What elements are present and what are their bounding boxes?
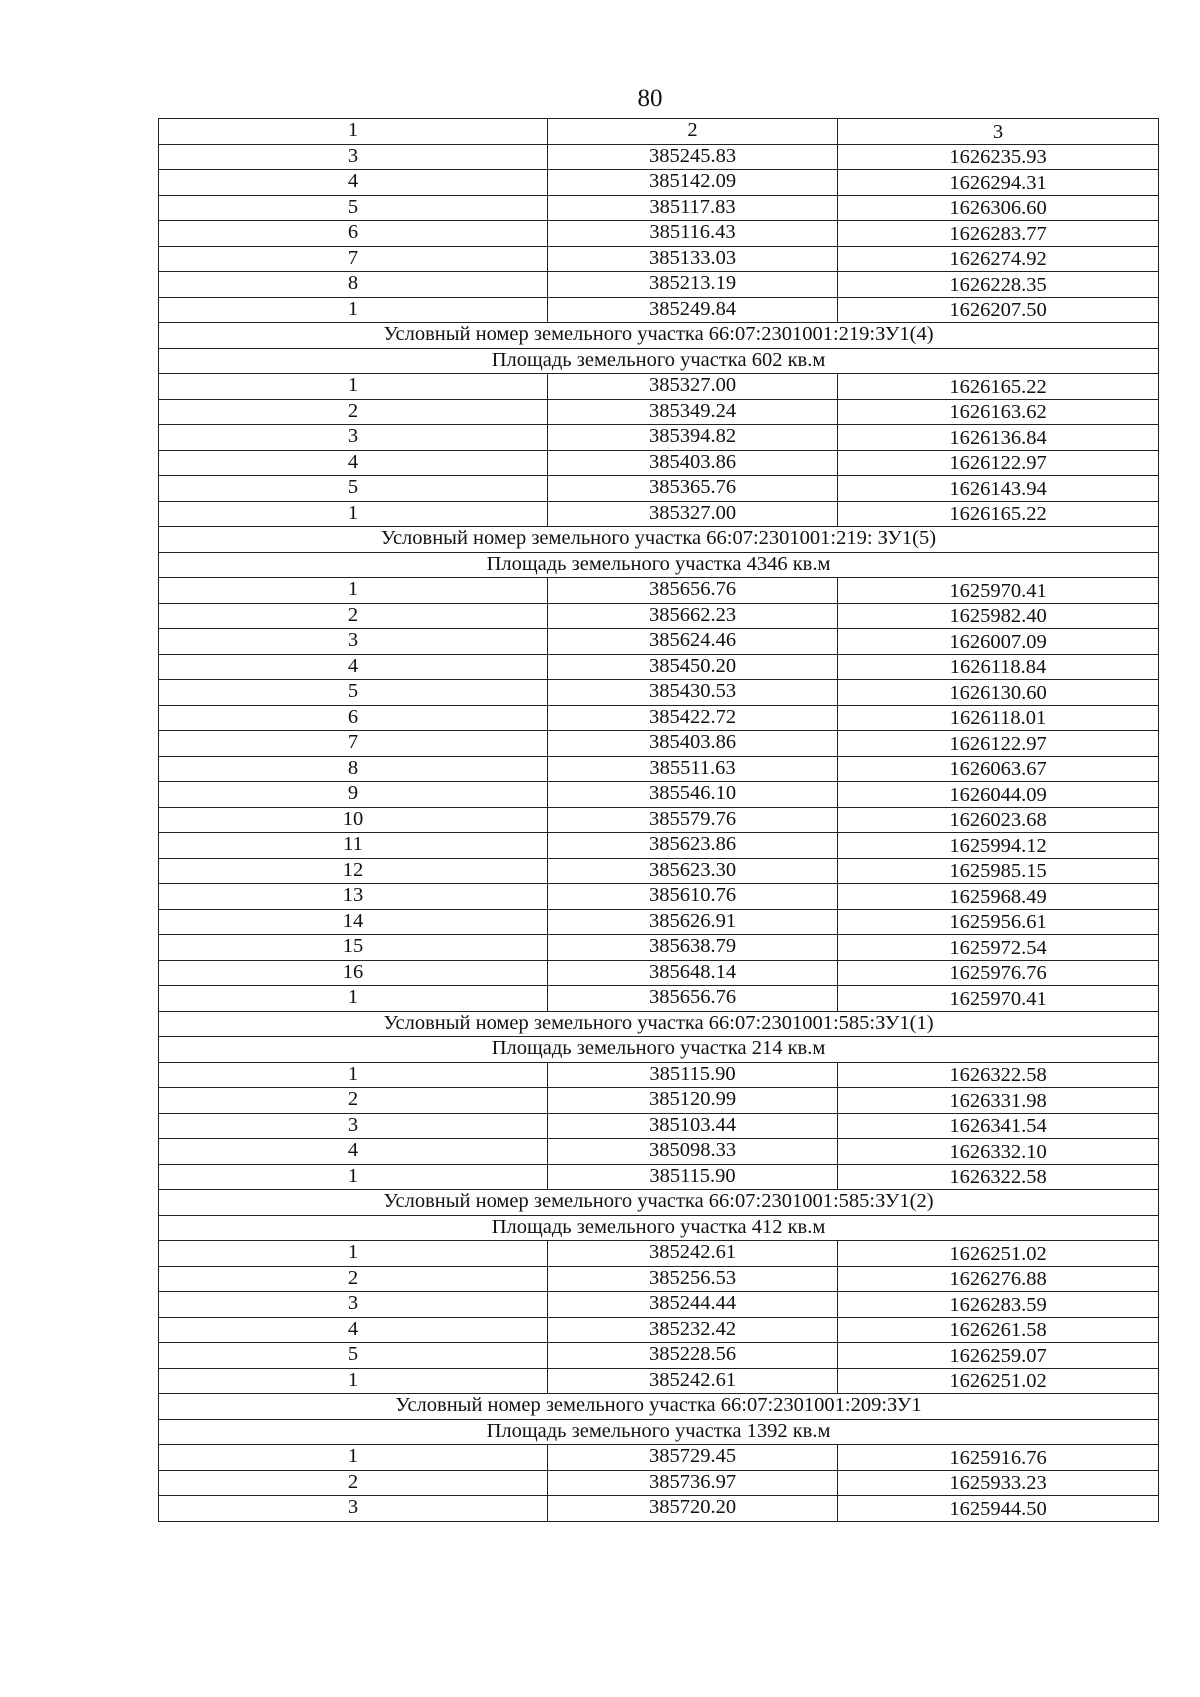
x-coordinate-cell: 385103.44 [548, 1113, 838, 1139]
coordinate-row [159, 221, 1159, 247]
x-coordinate-cell: 385720.20 [548, 1496, 838, 1522]
y-coordinate-cell: 1626306.60 [838, 195, 1159, 221]
point-number-cell: 4 [159, 1317, 548, 1343]
coordinate-row [159, 1088, 1159, 1114]
coordinate-row [159, 195, 1159, 221]
x-coordinate-cell: 385624.46 [548, 629, 838, 655]
coordinate-row [159, 144, 1159, 170]
coordinate-row [159, 909, 1159, 935]
y-coordinate-cell: 1626283.77 [838, 221, 1159, 247]
coordinate-row [159, 1062, 1159, 1088]
coordinate-row [159, 1164, 1159, 1190]
y-coordinate-cell: 1626165.22 [838, 374, 1159, 400]
point-number-cell: 1 [159, 1241, 548, 1267]
x-coordinate-cell: 385256.53 [548, 1266, 838, 1292]
x-coordinate-cell: 385213.19 [548, 272, 838, 298]
y-coordinate-cell: 1626063.67 [838, 756, 1159, 782]
coordinate-row [159, 1266, 1159, 1292]
x-coordinate-cell: 385120.99 [548, 1088, 838, 1114]
y-coordinate-cell: 1626322.58 [838, 1164, 1159, 1190]
x-coordinate-cell: 385403.86 [548, 450, 838, 476]
plot-area-heading-row [159, 1215, 1159, 1241]
coordinate-row [159, 1445, 1159, 1471]
plot-number-heading-row [159, 323, 1159, 349]
plot-number-heading: Условный номер земельного участка 66:07:2301001:219: ЗУ1(5) [159, 527, 1159, 553]
y-coordinate-cell: 1626251.02 [838, 1241, 1159, 1267]
x-coordinate-cell: 385648.14 [548, 960, 838, 986]
y-coordinate-cell: 1626331.98 [838, 1088, 1159, 1114]
y-coordinate-cell: 1625968.49 [838, 884, 1159, 910]
y-coordinate-cell: 1626163.62 [838, 399, 1159, 425]
coordinate-row [159, 476, 1159, 502]
coordinate-row [159, 731, 1159, 757]
y-coordinate-cell: 1626023.68 [838, 807, 1159, 833]
point-number-cell: 7 [159, 731, 548, 757]
header-row [159, 119, 1159, 145]
point-number-cell: 4 [159, 170, 548, 196]
x-coordinate-cell: 385623.86 [548, 833, 838, 859]
plot-number-heading: Условный номер земельного участка 66:07:2301001:219:ЗУ1(4) [159, 323, 1159, 349]
x-coordinate-cell: 385228.56 [548, 1343, 838, 1369]
plot-area-heading: Площадь земельного участка 4346 кв.м [159, 552, 1159, 578]
x-coordinate-cell: 385116.43 [548, 221, 838, 247]
plot-area-heading: Площадь земельного участка 602 кв.м [159, 348, 1159, 374]
y-coordinate-cell: 1625982.40 [838, 603, 1159, 629]
y-coordinate-cell: 1626130.60 [838, 680, 1159, 706]
x-coordinate-cell: 385394.82 [548, 425, 838, 451]
coordinate-row [159, 1292, 1159, 1318]
x-coordinate-cell: 385142.09 [548, 170, 838, 196]
y-coordinate-cell: 1626136.84 [838, 425, 1159, 451]
coordinate-row [159, 960, 1159, 986]
point-number-cell: 1 [159, 1164, 548, 1190]
plot-number-heading-row [159, 1011, 1159, 1037]
coordinate-row [159, 807, 1159, 833]
coordinates-table [158, 118, 1159, 1522]
plot-number-heading: Условный номер земельного участка 66:07:2301001:209:ЗУ1 [159, 1394, 1159, 1420]
point-number-cell: 16 [159, 960, 548, 986]
x-coordinate-cell: 385579.76 [548, 807, 838, 833]
y-coordinate-cell: 1626122.97 [838, 731, 1159, 757]
x-coordinate-cell: 385430.53 [548, 680, 838, 706]
point-number-cell: 3 [159, 1496, 548, 1522]
point-number-cell: 1 [159, 374, 548, 400]
point-number-cell: 2 [159, 1266, 548, 1292]
y-coordinate-cell: 1625933.23 [838, 1470, 1159, 1496]
point-number-cell: 2 [159, 1088, 548, 1114]
point-number-cell: 3 [159, 629, 548, 655]
point-number-cell: 7 [159, 246, 548, 272]
x-coordinate-cell: 385403.86 [548, 731, 838, 757]
point-number-cell: 5 [159, 476, 548, 502]
y-coordinate-cell: 1625994.12 [838, 833, 1159, 859]
y-coordinate-cell: 1625972.54 [838, 935, 1159, 961]
coordinate-row [159, 399, 1159, 425]
y-coordinate-cell: 1625970.41 [838, 986, 1159, 1012]
y-coordinate-cell: 1625956.61 [838, 909, 1159, 935]
y-coordinate-cell: 1626332.10 [838, 1139, 1159, 1165]
x-coordinate-cell: 385117.83 [548, 195, 838, 221]
plot-area-heading-row [159, 1419, 1159, 1445]
point-number-cell: 1 [159, 297, 548, 323]
point-number-cell: 15 [159, 935, 548, 961]
point-number-cell: 1 [159, 1445, 548, 1471]
x-coordinate-cell: 385662.23 [548, 603, 838, 629]
coordinate-row [159, 450, 1159, 476]
plot-area-heading: Площадь земельного участка 214 кв.м [159, 1037, 1159, 1063]
point-number-cell: 13 [159, 884, 548, 910]
point-number-cell: 2 [159, 399, 548, 425]
y-coordinate-cell: 1625944.50 [838, 1496, 1159, 1522]
plot-area-heading: Площадь земельного участка 1392 кв.м [159, 1419, 1159, 1445]
header-cell-x: 2 [548, 119, 838, 145]
point-number-cell: 5 [159, 680, 548, 706]
point-number-cell: 3 [159, 1292, 548, 1318]
x-coordinate-cell: 385244.44 [548, 1292, 838, 1318]
point-number-cell: 8 [159, 272, 548, 298]
y-coordinate-cell: 1626261.58 [838, 1317, 1159, 1343]
coordinate-row [159, 1368, 1159, 1394]
coordinate-row [159, 297, 1159, 323]
plot-number-heading-row [159, 1190, 1159, 1216]
point-number-cell: 4 [159, 1139, 548, 1165]
x-coordinate-cell: 385245.83 [548, 144, 838, 170]
point-number-cell: 14 [159, 909, 548, 935]
y-coordinate-cell: 1626118.01 [838, 705, 1159, 731]
coordinate-row [159, 246, 1159, 272]
point-number-cell: 1 [159, 1062, 548, 1088]
y-coordinate-cell: 1626165.22 [838, 501, 1159, 527]
coordinate-row [159, 501, 1159, 527]
y-coordinate-cell: 1626143.94 [838, 476, 1159, 502]
coordinate-row [159, 833, 1159, 859]
coordinate-row [159, 935, 1159, 961]
plot-number-heading-row [159, 527, 1159, 553]
coordinate-row [159, 170, 1159, 196]
x-coordinate-cell: 385656.76 [548, 986, 838, 1012]
x-coordinate-cell: 385349.24 [548, 399, 838, 425]
point-number-cell: 11 [159, 833, 548, 859]
coordinate-row [159, 603, 1159, 629]
coordinates-table-body [159, 119, 1159, 1522]
coordinate-row [159, 1139, 1159, 1165]
y-coordinate-cell: 1626341.54 [838, 1113, 1159, 1139]
coordinate-row [159, 654, 1159, 680]
x-coordinate-cell: 385115.90 [548, 1062, 838, 1088]
x-coordinate-cell: 385656.76 [548, 578, 838, 604]
y-coordinate-cell: 1626251.02 [838, 1368, 1159, 1394]
coordinate-row [159, 425, 1159, 451]
point-number-cell: 3 [159, 425, 548, 451]
point-number-cell: 10 [159, 807, 548, 833]
y-coordinate-cell: 1626044.09 [838, 782, 1159, 808]
x-coordinate-cell: 385610.76 [548, 884, 838, 910]
coordinate-row [159, 986, 1159, 1012]
point-number-cell: 4 [159, 450, 548, 476]
coordinate-row [159, 756, 1159, 782]
x-coordinate-cell: 385327.00 [548, 501, 838, 527]
y-coordinate-cell: 1626228.35 [838, 272, 1159, 298]
y-coordinate-cell: 1626322.58 [838, 1062, 1159, 1088]
coordinate-row [159, 1470, 1159, 1496]
y-coordinate-cell: 1625970.41 [838, 578, 1159, 604]
point-number-cell: 8 [159, 756, 548, 782]
coordinate-row [159, 1343, 1159, 1369]
plot-number-heading: Условный номер земельного участка 66:07:2301001:585:ЗУ1(1) [159, 1011, 1159, 1037]
y-coordinate-cell: 1626294.31 [838, 170, 1159, 196]
x-coordinate-cell: 385736.97 [548, 1470, 838, 1496]
x-coordinate-cell: 385422.72 [548, 705, 838, 731]
coordinate-row [159, 272, 1159, 298]
point-number-cell: 12 [159, 858, 548, 884]
x-coordinate-cell: 385098.33 [548, 1139, 838, 1165]
plot-number-heading-row [159, 1394, 1159, 1420]
coordinate-row [159, 1113, 1159, 1139]
point-number-cell: 2 [159, 1470, 548, 1496]
plot-area-heading-row [159, 348, 1159, 374]
header-cell-point: 1 [159, 119, 548, 145]
point-number-cell: 1 [159, 1368, 548, 1394]
x-coordinate-cell: 385623.30 [548, 858, 838, 884]
x-coordinate-cell: 385511.63 [548, 756, 838, 782]
point-number-cell: 1 [159, 578, 548, 604]
point-number-cell: 5 [159, 1343, 548, 1369]
x-coordinate-cell: 385115.90 [548, 1164, 838, 1190]
point-number-cell: 3 [159, 144, 548, 170]
y-coordinate-cell: 1626007.09 [838, 629, 1159, 655]
point-number-cell: 5 [159, 195, 548, 221]
y-coordinate-cell: 1625976.76 [838, 960, 1159, 986]
y-coordinate-cell: 1626274.92 [838, 246, 1159, 272]
point-number-cell: 1 [159, 986, 548, 1012]
point-number-cell: 3 [159, 1113, 548, 1139]
y-coordinate-cell: 1626235.93 [838, 144, 1159, 170]
plot-area-heading: Площадь земельного участка 412 кв.м [159, 1215, 1159, 1241]
coordinate-row [159, 680, 1159, 706]
coordinate-row [159, 374, 1159, 400]
x-coordinate-cell: 385546.10 [548, 782, 838, 808]
y-coordinate-cell: 1625916.76 [838, 1445, 1159, 1471]
y-coordinate-cell: 1626118.84 [838, 654, 1159, 680]
y-coordinate-cell: 1626276.88 [838, 1266, 1159, 1292]
coordinate-row [159, 858, 1159, 884]
y-coordinate-cell: 1626122.97 [838, 450, 1159, 476]
x-coordinate-cell: 385638.79 [548, 935, 838, 961]
coordinate-row [159, 705, 1159, 731]
point-number-cell: 1 [159, 501, 548, 527]
coordinate-row [159, 1496, 1159, 1522]
coordinate-row [159, 884, 1159, 910]
y-coordinate-cell: 1625985.15 [838, 858, 1159, 884]
plot-area-heading-row [159, 1037, 1159, 1063]
plot-area-heading-row [159, 552, 1159, 578]
coordinate-row [159, 578, 1159, 604]
point-number-cell: 2 [159, 603, 548, 629]
x-coordinate-cell: 385450.20 [548, 654, 838, 680]
x-coordinate-cell: 385327.00 [548, 374, 838, 400]
coordinate-row [159, 782, 1159, 808]
x-coordinate-cell: 385232.42 [548, 1317, 838, 1343]
point-number-cell: 6 [159, 705, 548, 731]
x-coordinate-cell: 385365.76 [548, 476, 838, 502]
x-coordinate-cell: 385242.61 [548, 1368, 838, 1394]
point-number-cell: 9 [159, 782, 548, 808]
coordinate-row [159, 1317, 1159, 1343]
plot-number-heading: Условный номер земельного участка 66:07:2301001:585:ЗУ1(2) [159, 1190, 1159, 1216]
y-coordinate-cell: 1626283.59 [838, 1292, 1159, 1318]
x-coordinate-cell: 385626.91 [548, 909, 838, 935]
x-coordinate-cell: 385729.45 [548, 1445, 838, 1471]
point-number-cell: 4 [159, 654, 548, 680]
page-number: 80 [637, 85, 663, 112]
y-coordinate-cell: 1626207.50 [838, 297, 1159, 323]
x-coordinate-cell: 385133.03 [548, 246, 838, 272]
x-coordinate-cell: 385242.61 [548, 1241, 838, 1267]
y-coordinate-cell: 1626259.07 [838, 1343, 1159, 1369]
header-cell-y: 3 [838, 119, 1159, 145]
coordinate-row [159, 1241, 1159, 1267]
x-coordinate-cell: 385249.84 [548, 297, 838, 323]
point-number-cell: 6 [159, 221, 548, 247]
coordinate-row [159, 629, 1159, 655]
